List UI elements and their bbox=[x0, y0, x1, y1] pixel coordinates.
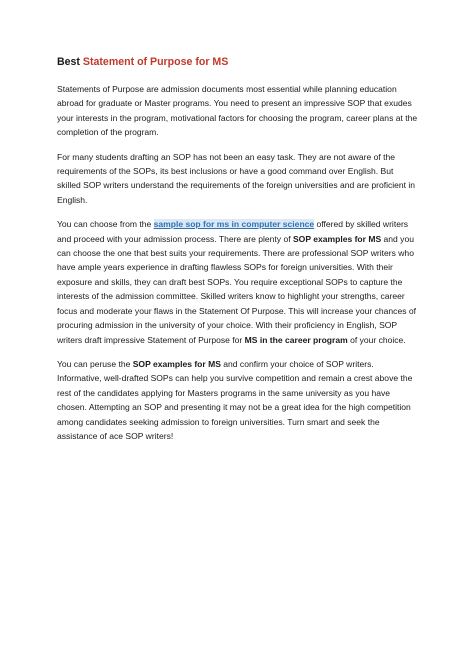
paragraph-conclusion bbox=[57, 357, 419, 443]
p3-text-a: You can choose from the bbox=[57, 219, 154, 230]
paragraph-challenges: For many students drafting an SOP has not been an easy task. They are not aware of the requirements of the SOPs, its best inclusions or have a good command over English. But skilled SOP writers understand the requirements of the foreign universities and are proficient in English. bbox=[57, 151, 416, 205]
document-body bbox=[57, 55, 419, 453]
p3-text-c: and you can choose the one that best suits your requirements. There are professional SOP writers who have ample years experience in drafting flawless SOPs for foreign universities. With their exposure and skills, they can draft best SOPs. You require exceptional SOPs to capture the interests of the admission committee. Skilled writers know to highlight your strengths, career focus and moderate your flaws in the Statement Of Purpose. This will increase your chances of procuring admission in the university of your choice. With their proficiency in English, SOP writers draft impressive Statement of Purpose for bbox=[57, 233, 416, 345]
p3-text-d: of your choice. bbox=[347, 334, 406, 345]
document-title bbox=[57, 55, 419, 69]
p3-bold-ms-career: MS in the career program bbox=[244, 334, 348, 345]
sample-sop-link[interactable]: sample sop for ms in computer science bbox=[153, 219, 315, 230]
p3-bold-sop-examples: SOP examples for MS bbox=[292, 233, 382, 244]
title-highlight: Statement of Purpose for MS bbox=[82, 56, 229, 68]
title-prefix: Best bbox=[57, 56, 80, 68]
p3-text-b: offered by skilled writers and proceed with your admission process. There are plenty of bbox=[57, 219, 409, 244]
paragraph-intro: Statements of Purpose are admission documents most essential while planning education abroad for graduate or Master programs. You need to present an impressive SOP that exudes your interests in the program, motivational factors for choosing the program, career plans at the completion of the program. bbox=[57, 84, 418, 138]
p4-bold-sop-examples: SOP examples for MS bbox=[132, 358, 221, 369]
paragraph-choose-samples bbox=[57, 217, 419, 347]
p4-text-a: You can peruse the bbox=[57, 358, 133, 369]
p4-text-b: and confirm your choice of SOP writers. Informative, well-drafted SOPs can help you survive competition and remain a crest above the rest of the candidates applying for Masters programs in the same university as you have chosen. Attempting an SOP and presenting it may not be a great idea for the high competition among candidates seeking admission to foreign universities. Turn smart and seek the assistance of ace SOP writers! bbox=[57, 358, 413, 441]
